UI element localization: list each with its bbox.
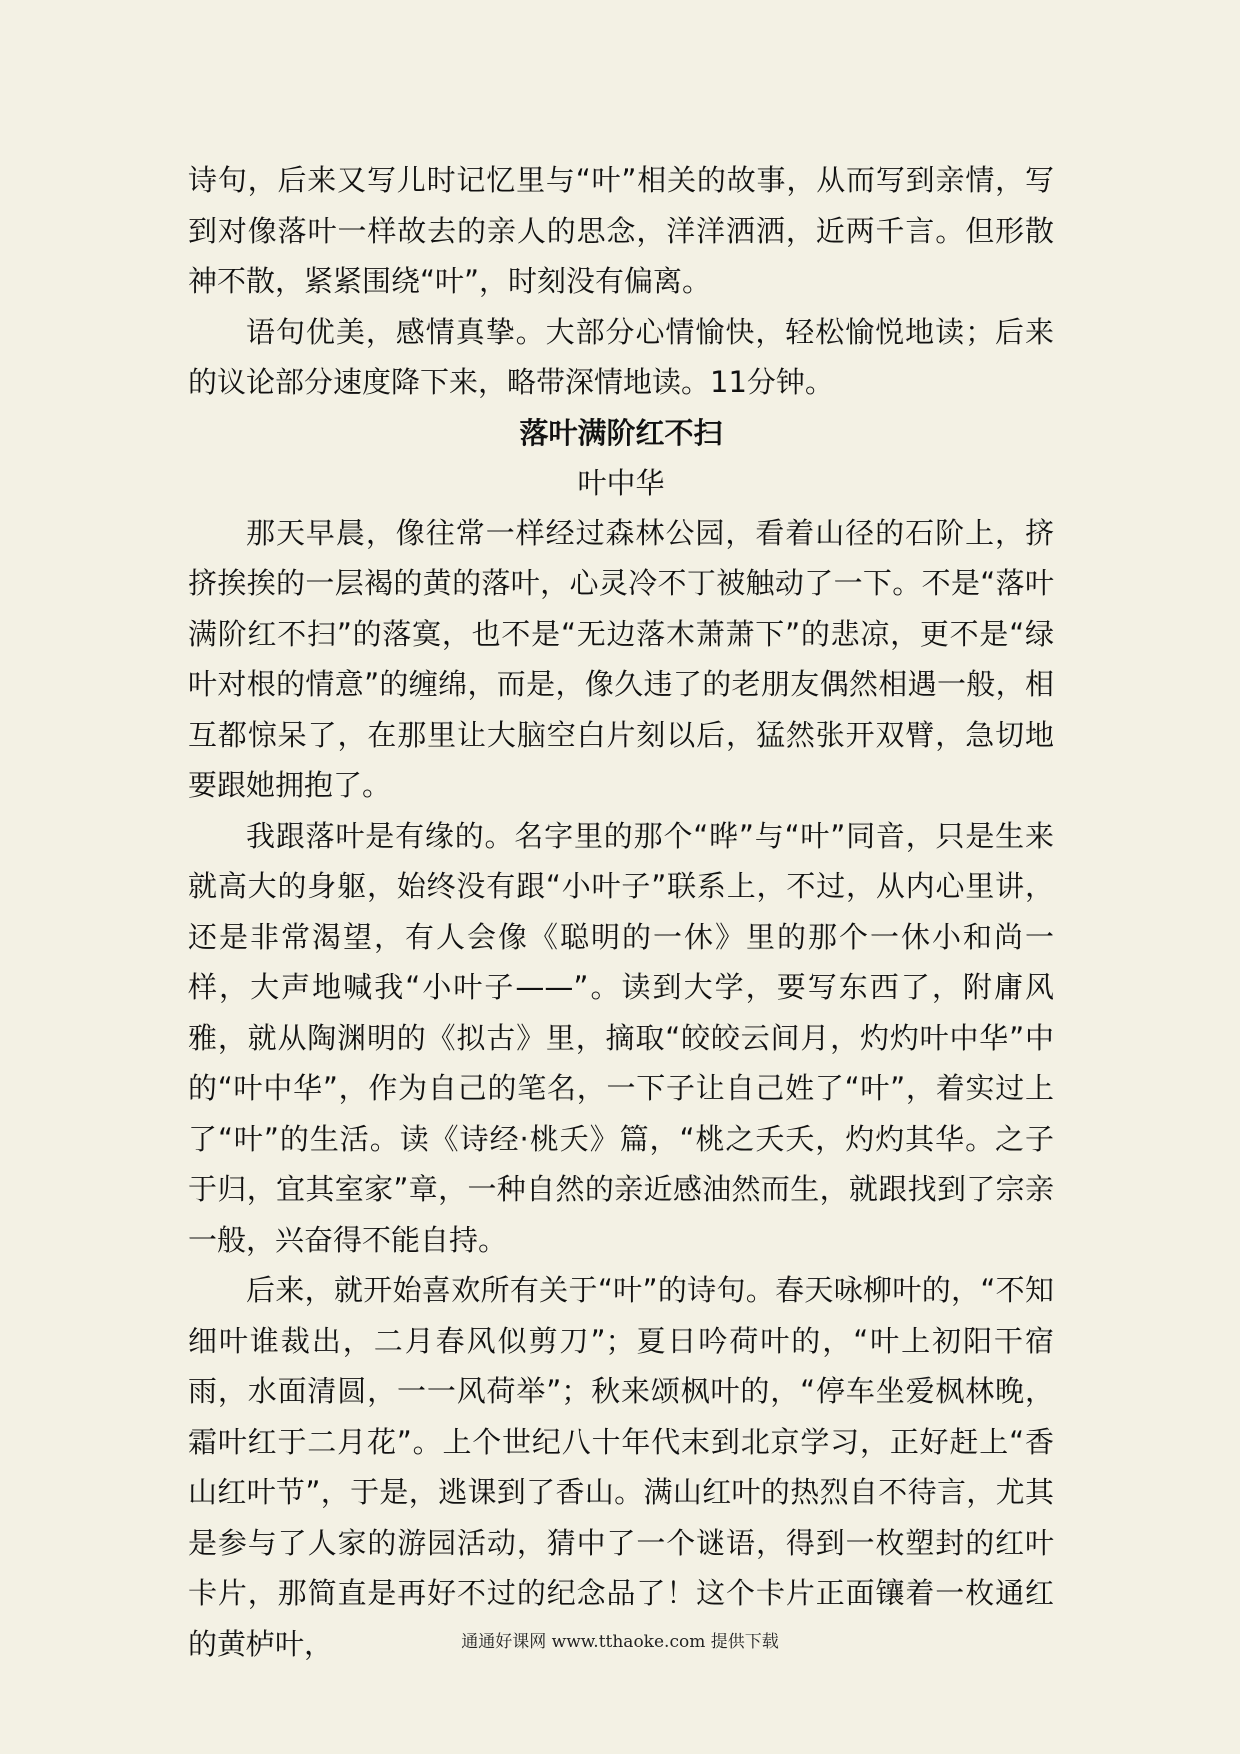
document-page (188, 155, 1054, 1669)
article-title: 落叶满阶红不扫 (519, 415, 723, 450)
article-paragraph-3: 后来，就开始喜欢所有关于“叶”的诗句。春天咏柳叶的，“不知细叶谁裁出，二月春风似剪刀”；夏日吟荷叶的，“叶上初阳干宿雨，水面清圆，一一风荷举”；秋来颂枫叶的，“停车坐爱枫林晚，霜叶红于二月花”。上个世纪八十年代末到北京学习，正好赶上“香山红叶节”，于是，逃课到了香山。满山红叶的热烈自不待言，尤其是参与了人家的游园活动，猜中了一个谜语，得到一枚塑封的红叶卡片，那简直是再好不过的纪念品了！这个卡片正面镶着一枚通红的黄栌叶， (188, 1273, 1054, 1661)
article-paragraph-2: 我跟落叶是有缘的。名字里的那个“晔”与“叶”同音，只是生来就高大的身躯，始终没有跟“小叶子”联系上，不过，从内心里讲，还是非常渴望，有人会像《聪明的一休》里的那个一休小和尚一样，大声地喊我“小叶子——”。读到大学，要写东西了，附庸风雅，就从陶渊明的《拟古》里，摘取“皎皎云间月，灼灼叶中华”中的“叶中华”，作为自己的笔名，一下子让自己姓了“叶”，着实过上了“叶”的生活。读《诗经·桃夭》篇，“桃之夭夭，灼灼其华。之子于归，宜其室家”章，一种自然的亲近感油然而生，就跟找到了宗亲一般，兴奋得不能自持。 (188, 818, 1054, 1257)
intro-paragraph-1: 诗句，后来又写儿时记忆里与“叶”相关的故事，从而写到亲情，写到对像落叶一样故去的亲人的思念，洋洋洒洒，近两千言。但形散神不散，紧紧围绕“叶”，时刻没有偏离。 (188, 163, 1054, 298)
page-footer: 通通好课网 www.tthaoke.com 提供下载 (461, 1632, 779, 1652)
article-author: 叶中华 (577, 465, 665, 500)
intro-paragraph-2: 语句优美，感情真挚。大部分心情愉快，轻松愉悦地读；后来的议论部分速度降下来，略带深情地读。11分钟。 (188, 314, 1054, 399)
article-paragraph-1: 那天早晨，像往常一样经过森林公园，看着山径的石阶上，挤挤挨挨的一层褐的黄的落叶，心灵冷不丁被触动了一下。不是“落叶满阶红不扫”的落寞，也不是“无边落木萧萧下”的悲凉，更不是“绿叶对根的情意”的缠绵，而是，像久违了的老朋友偶然相遇一般，相互都惊呆了，在那里让大脑空白片刻以后，猛然张开双臂，急切地要跟她拥抱了。 (188, 515, 1054, 802)
